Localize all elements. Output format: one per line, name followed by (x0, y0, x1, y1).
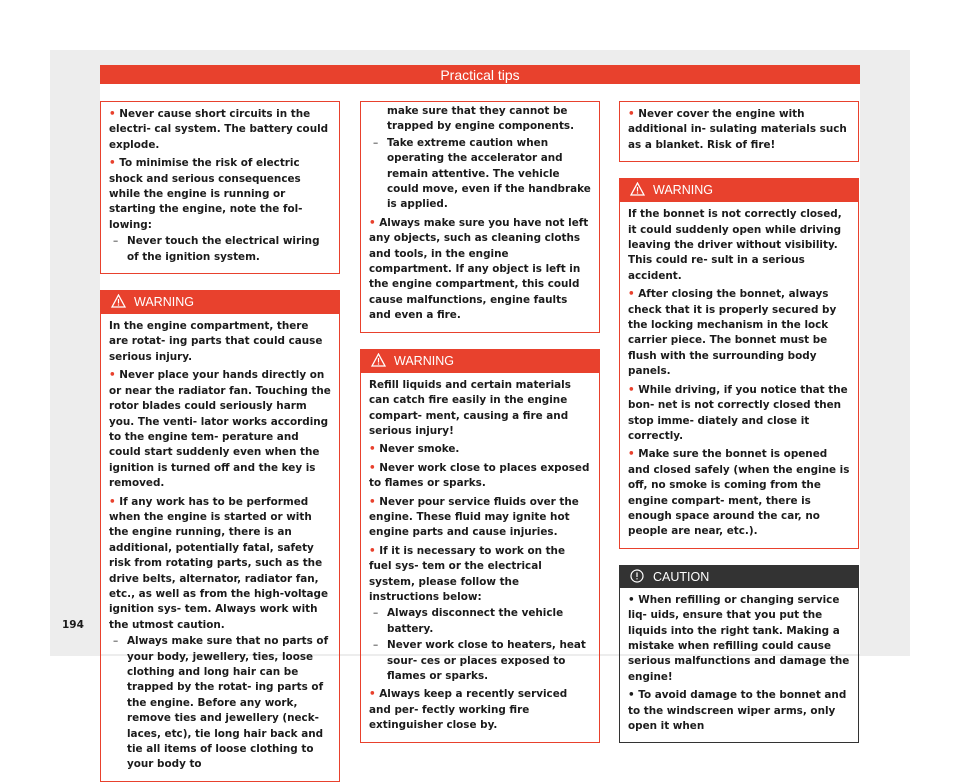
caution-bullet: • To avoid damage to the bonnet and to the windscreen wiper arms, only open it when (628, 688, 850, 734)
continued-text: make sure that they cannot be trapped by engine components. (387, 105, 575, 133)
warning-sub-item: – Always make sure that no parts of your body, jewellery, ties, loose clothing and long hair can be trapped by the rotat- ing parts of the engine. Before any work, remove ties and jewellery (neck- laces, etc), tie long hair back and tie all items of loose clothing to your body to (109, 634, 331, 773)
warning-bullet: • Never work close to places exposed to flames or sparks. (369, 461, 591, 492)
column-2 (360, 101, 600, 743)
bullet: • Always make sure you have not left any objects, such as cleaning cloths and tools, in the engine compartment. If any object is left in the engine compartment, this could cause malfunctions, engine faults and even a fire. (369, 216, 591, 324)
caution-bullet: • When refilling or changing service liq- uids, ensure that you put the liquids into the right tank. Making a mistake when refilling could cause serious malfunctions and damage the engine! (628, 593, 850, 685)
warning-bullet: • If it is necessary to work on the fuel sys- tem or the electrical system, please follow the instructions below: (369, 544, 591, 606)
warning-intro: If the bonnet is not correctly closed, it could suddenly open while driving leaving the driver without visibility. This could re- sult in a serious accident. (628, 208, 842, 282)
tips-box (619, 101, 859, 162)
caution-circle-icon (630, 568, 644, 582)
warning-label: WARNING (653, 183, 713, 198)
bullet: • Never cover the engine with additional in- sulating materials such as a blanket. Risk of fire! (628, 107, 850, 153)
sub-item: – Take extreme caution when operating the accelerator and remain attentive. The vehicle could move, even if the handbrake is applied. (369, 136, 591, 213)
caution-box (619, 565, 859, 744)
column-3 (619, 101, 859, 743)
tip-bullet: • Never cause short circuits in the electri- cal system. The battery could explode. (109, 107, 331, 153)
warning-bullet: • Never place your hands directly on or near the radiator fan. Touching the rotor blades could seriously harm you. The venti- lator works according to the engine tem- perature and could start suddenly even when the ignition is turned off and the key is removed. (109, 368, 331, 491)
warning-bullet: • Make sure the bonnet is opened and closed safely (when the engine is off, no smoke is coming from the engine compart- ment, there is enough space around the car, no people are near, etc.). (628, 447, 850, 539)
warning-sub-item: – Never work close to heaters, heat sour- ces or places exposed to flames or sparks. (369, 638, 591, 684)
warning-intro: Refill liquids and certain materials can catch fire easily in the engine compart- ment, causing a fire and serious injury! (369, 378, 571, 437)
warning-header (361, 350, 599, 373)
caution-label: CAUTION (653, 569, 710, 584)
warning-bullet: • Never smoke. (369, 442, 591, 457)
tips-box (100, 101, 340, 274)
column-1 (100, 101, 340, 782)
tips-continued-box (360, 101, 600, 333)
warning-bullet: • Always keep a recently serviced and per- fectly working fire extinguisher close by. (369, 687, 591, 733)
warning-box (360, 349, 600, 743)
warning-triangle-icon (111, 293, 126, 307)
tip-sub-item: – Never touch the electrical wiring of the ignition system. (109, 234, 331, 265)
warning-bullet: • After closing the bonnet, always check that it is properly secured by the locking mechanism in the lock carrier piece. The bonnet must be flush with the surrounding body panels. (628, 287, 850, 379)
warning-box (619, 178, 859, 549)
warning-header (101, 291, 339, 314)
warning-box (100, 290, 340, 782)
warning-triangle-icon (371, 352, 386, 366)
warning-label: WARNING (134, 295, 194, 310)
tip-bullet: • To minimise the risk of electric shock and serious consequences while the engine is running or starting the engine, note the fol- lowing: (109, 156, 331, 233)
warning-header (620, 179, 858, 202)
section-header: Practical tips (100, 65, 860, 84)
warning-sub-item: – Always disconnect the vehicle battery. (369, 606, 591, 637)
caution-header (620, 566, 858, 588)
page-number: 194 (62, 619, 84, 631)
warning-intro: In the engine compartment, there are rotat- ing parts that could cause serious injury. (109, 320, 323, 363)
warning-bullet: • Never pour service fluids over the engine. These fluid may ignite hot engine parts and cause injuries. (369, 495, 591, 541)
warning-bullet: • If any work has to be performed when the engine is started or with the engine running, there is an additional, potentially fatal, safety risk from rotating parts, such as the drive belts, alternator, radiator fan, etc., as well as from the high-voltage ignition sys- tem. Always work with the utmost caution. (109, 495, 331, 634)
warning-triangle-icon (630, 181, 645, 195)
warning-bullet: • While driving, if you notice that the bon- net is not correctly closed then stop imme- diately and close it correctly. (628, 383, 850, 445)
warning-label: WARNING (394, 353, 454, 368)
